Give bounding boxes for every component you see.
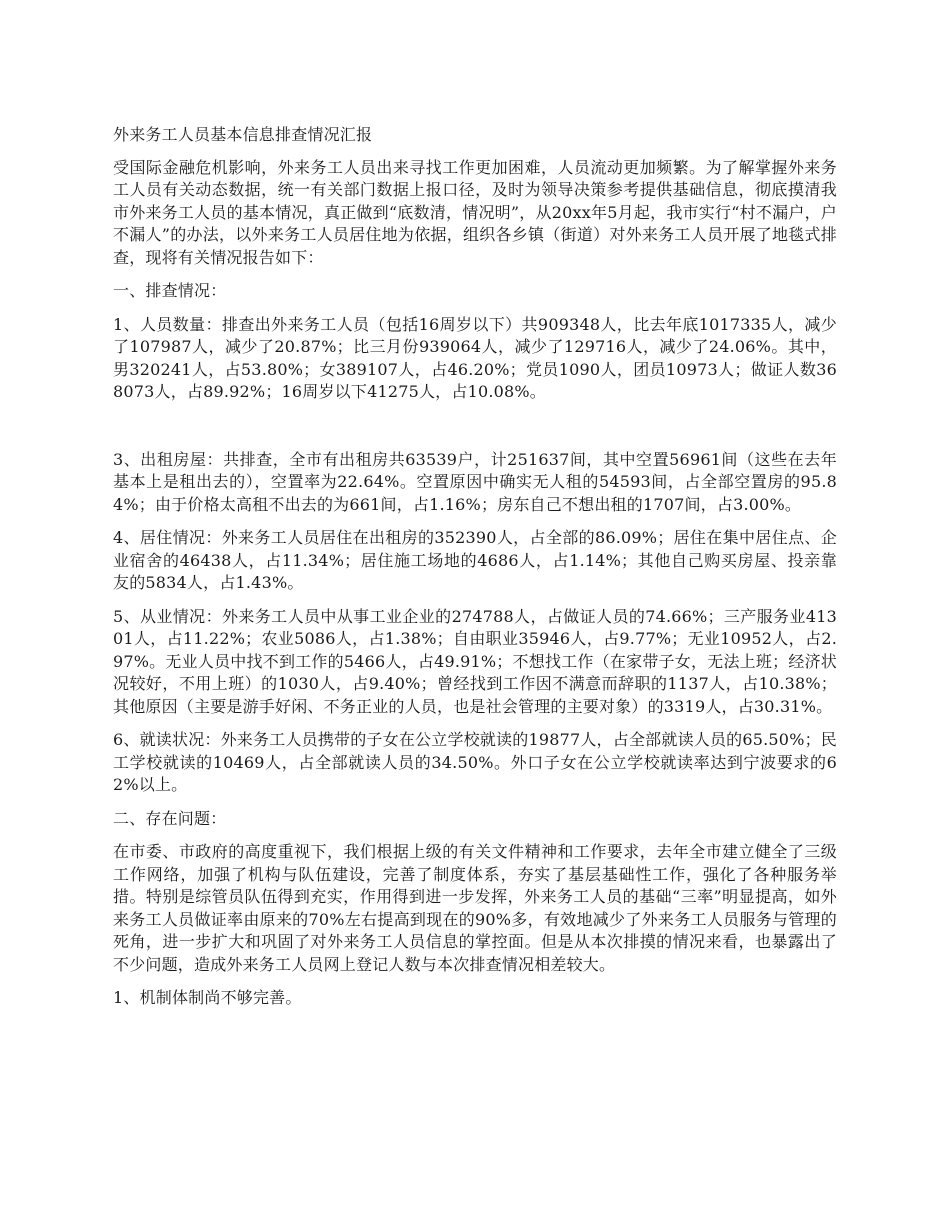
document-title: 外来务工人员基本信息排查情况汇报 <box>113 125 373 144</box>
item5-paragraph: 5、从业情况：外来务工人员中从事工业企业的274788人，占做证人员的74.66%；三产服务业41301人，占11.22%；农业5086人，占1.38%；自由职业35946人，占9.77%；无业10952人，占2.97%。无业人员中找不到工作的5466人，占49.91%；不想找工作（在家带子女，无法上班；经济状况较好，不用上班）的1030人，占9.40%；曾经找到工作因不满意而辞职的1137人，占10.38%；其他原因（主要是游手好闲、不务正业的人员，也是社会管理的主要对象）的3319人，占30.31%。 <box>113 606 837 716</box>
section2-paragraph: 在市委、市政府的高度重视下，我们根据上级的有关文件精神和工作要求，去年全市建立健全了三级工作网络，加强了机构与队伍建设，完善了制度体系，夯实了基层基础性工作，强化了各种服务举措。特别是综管员队伍得到充实，作用得到进一步发挥，外来务工人员的基础“三率”明显提高，如外来务工人员做证率由原来的70%左右提高到现在的90%多，有效地减少了外来务工人员服务与管理的死角，进一步扩大和巩固了对外来务工人员信息的掌控面。但是从本次排摸的情况来看，也暴露出了不少问题，造成外来务工人员网上登记人数与本次排查情况相差较大。 <box>113 842 837 974</box>
intro-paragraph: 受国际金融危机影响，外来务工人员出来寻找工作更加困难，人员流动更加频繁。为了解掌握外来务工人员有关动态数据，统一有关部门数据上报口径，及时为领导决策参考提供基础信息，彻底摸清我市外来务工人员的基本情况，真正做到“底数清，情况明”，从20xx年5月起，我市实行“村不漏户，户不漏人”的办法，以外来务工人员居住地为依据，组织各乡镇（街道）对外来务工人员开展了地毯式排查，现将有关情况报告如下： <box>113 157 837 267</box>
document-body <box>113 124 837 1021</box>
section2-item1-paragraph: 1、机制体制尚不够完善。 <box>113 988 302 1007</box>
item1-paragraph: 1、人员数量：排查出外来务工人员（包括16周岁以下）共909348人，比去年底1017335人，减少了107987人，减少了20.87%；比三月份939064人，减少了129716人，减少了24.06%。其中，男320241人，占53.80%；女389107人，占46.20%；党员1090人，团员10973人；做证人数368073人，占89.92%；16周岁以下41275人，占10.08%。 <box>113 314 837 401</box>
section2-heading: 二、存在问题： <box>113 808 227 828</box>
item6-paragraph: 6、就读状况：外来务工人员携带的子女在公立学校就读的19877人，占全部就读人员的65.50%；民工学校就读的10469人，占全部就读人员的34.50%。外口子女在公立学校就读率达到宁波要求的62%以上。 <box>113 730 837 794</box>
item4-paragraph: 4、居住情况：外来务工人员居住在出租房的352390人，占全部的86.09%；居住在集中居住点、企业宿舍的46438人，占11.34%；居住施工场地的4686人，占1.14%；其他自己购买房屋、投亲靠友的5834人，占1.43%。 <box>113 528 837 592</box>
item3-paragraph: 3、出租房屋：共排查，全市有出租房共63539户，计251637间，其中空置56961间（这些在去年基本上是租出去的），空置率为22.64%。空置原因中确实无人租的54593间，占全部空置房的95.84%；由于价格太高租不出去的为661间，占1.16%；房东自己不想出租的1707间，占3.00%。 <box>113 449 837 514</box>
section1-heading: 一、排查情况： <box>113 281 227 300</box>
